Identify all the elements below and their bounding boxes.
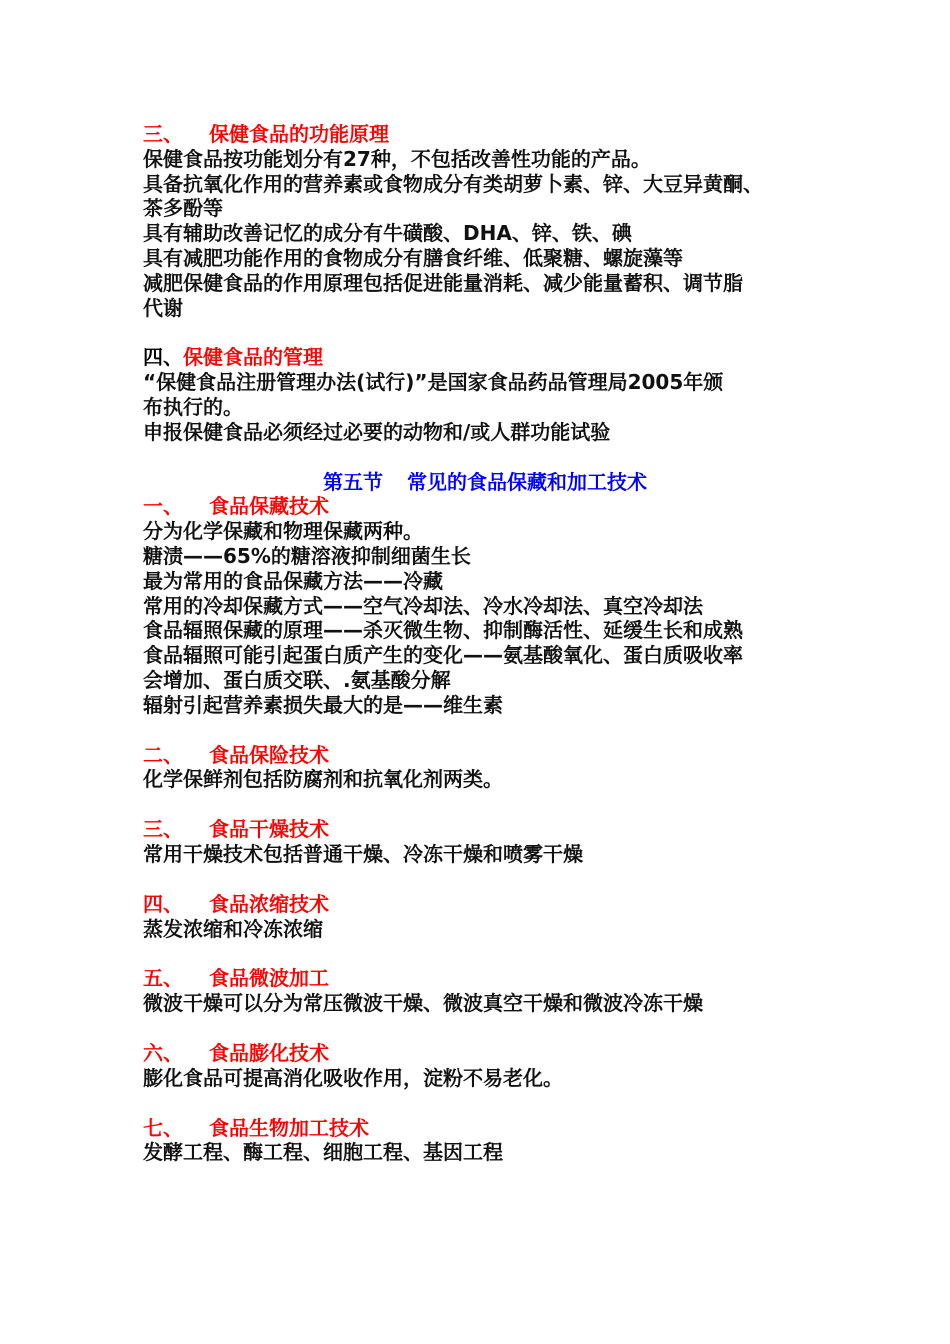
paragraph-line: 最为常用的食品保藏方法——冷藏 [143, 568, 443, 593]
subsection-heading-puffing [143, 1041, 813, 1066]
paragraph-line: 膨化食品可提高消化吸收作用，淀粉不易老化。 [143, 1065, 563, 1090]
paragraph-line: 辐射引起营养素损失最大的是——维生素 [143, 692, 503, 717]
subsection-number: 四、 [143, 891, 183, 916]
paragraph-line: 代谢 [143, 295, 183, 320]
paragraph-line: 布执行的。 [143, 394, 243, 419]
section-title: 保健食品的功能原理 [209, 122, 389, 146]
spacer [143, 867, 813, 892]
spacer [143, 445, 813, 470]
paragraph-line: 茶多酚等 [143, 196, 223, 221]
chapter-title: 常见的食品保藏和加工技术 [407, 469, 647, 494]
subsection-title: 食品保险技术 [209, 742, 329, 767]
subsection-heading-concentration [143, 892, 813, 917]
spacer [143, 1091, 813, 1116]
paragraph-line: 食品辐照保藏的原理——杀灭微生物、抑制酶活性、延缓生长和成熟 [143, 618, 743, 643]
spacer [143, 320, 813, 345]
section-number: 四、 [143, 345, 183, 370]
subsection-title: 食品生物加工技术 [209, 1115, 369, 1140]
paragraph-line: 具有减肥功能作用的食物成分有膳食纤维、低聚糖、螺旋藻等 [143, 245, 683, 270]
paragraph-line: 分为化学保藏和物理保藏两种。 [143, 519, 423, 544]
document-page [143, 122, 813, 1165]
spacer [143, 792, 813, 817]
subsection-title: 食品膨化技术 [209, 1040, 329, 1065]
subsection-number: 七、 [143, 1115, 183, 1140]
spacer [143, 718, 813, 743]
subsection-number: 二、 [143, 742, 183, 767]
chapter-number: 第五节 [323, 469, 383, 494]
paragraph-line: 具备抗氧化作用的营养素或食物成分有类胡萝卜素、锌、大豆异黄酮、 [143, 171, 763, 196]
subsection-title: 食品保藏技术 [209, 494, 329, 519]
paragraph-line: 常用的冷却保藏方式——空气冷却法、冷水冷却法、真空冷却法 [143, 593, 703, 618]
section-heading-management [143, 345, 813, 370]
subsection-title: 食品浓缩技术 [209, 891, 329, 916]
section-number: 三、 [143, 122, 183, 146]
subsection-heading-drying [143, 817, 813, 842]
paragraph-line: 会增加、蛋白质交联、.氨基酸分解 [143, 667, 451, 692]
section-heading-functional-principles [143, 122, 813, 147]
paragraph-line: 具有辅助改善记忆的成分有牛磺酸、DHA、锌、铁、碘 [143, 221, 632, 246]
spacer [143, 1016, 813, 1041]
spacer [143, 941, 813, 966]
subsection-number: 五、 [143, 966, 183, 991]
section-title: 保健食品的管理 [183, 345, 323, 370]
paragraph-line: 化学保鲜剂包括防腐剂和抗氧化剂两类。 [143, 767, 503, 792]
paragraph-line: 常用干燥技术包括普通干燥、冷冻干燥和喷雾干燥 [143, 841, 583, 866]
subsection-heading-preservation [143, 494, 813, 519]
subsection-number: 一、 [143, 494, 183, 519]
paragraph-line: 糖渍——65%的糖溶液抑制细菌生长 [143, 543, 471, 568]
paragraph-line: “保健食品注册管理办法(试行)”是国家食品药品管理局2005年颁 [143, 370, 724, 395]
paragraph-line: 发酵工程、酶工程、细胞工程、基因工程 [143, 1140, 503, 1165]
subsection-heading-insurance [143, 743, 813, 768]
subsection-heading-microwave [143, 966, 813, 991]
subsection-number: 六、 [143, 1040, 183, 1065]
subsection-title: 食品微波加工 [209, 966, 329, 991]
subsection-title: 食品干燥技术 [209, 817, 329, 842]
paragraph-line: 食品辐照可能引起蛋白质产生的变化——氨基酸氧化、蛋白质吸收率 [143, 643, 743, 668]
paragraph-line: 申报保健食品必须经过必要的动物和/或人群功能试验 [143, 419, 611, 444]
subsection-number: 三、 [143, 817, 183, 842]
subsection-heading-bioprocessing [143, 1116, 813, 1141]
chapter-heading [143, 470, 813, 495]
paragraph-line: 微波干燥可以分为常压微波干燥、微波真空干燥和微波冷冻干燥 [143, 991, 703, 1016]
paragraph-line: 蒸发浓缩和冷冻浓缩 [143, 916, 323, 941]
paragraph-line: 保健食品按功能划分有27种，不包括改善性功能的产品。 [143, 146, 651, 171]
paragraph-line: 减肥保健食品的作用原理包括促进能量消耗、减少能量蓄积、调节脂 [143, 270, 743, 295]
